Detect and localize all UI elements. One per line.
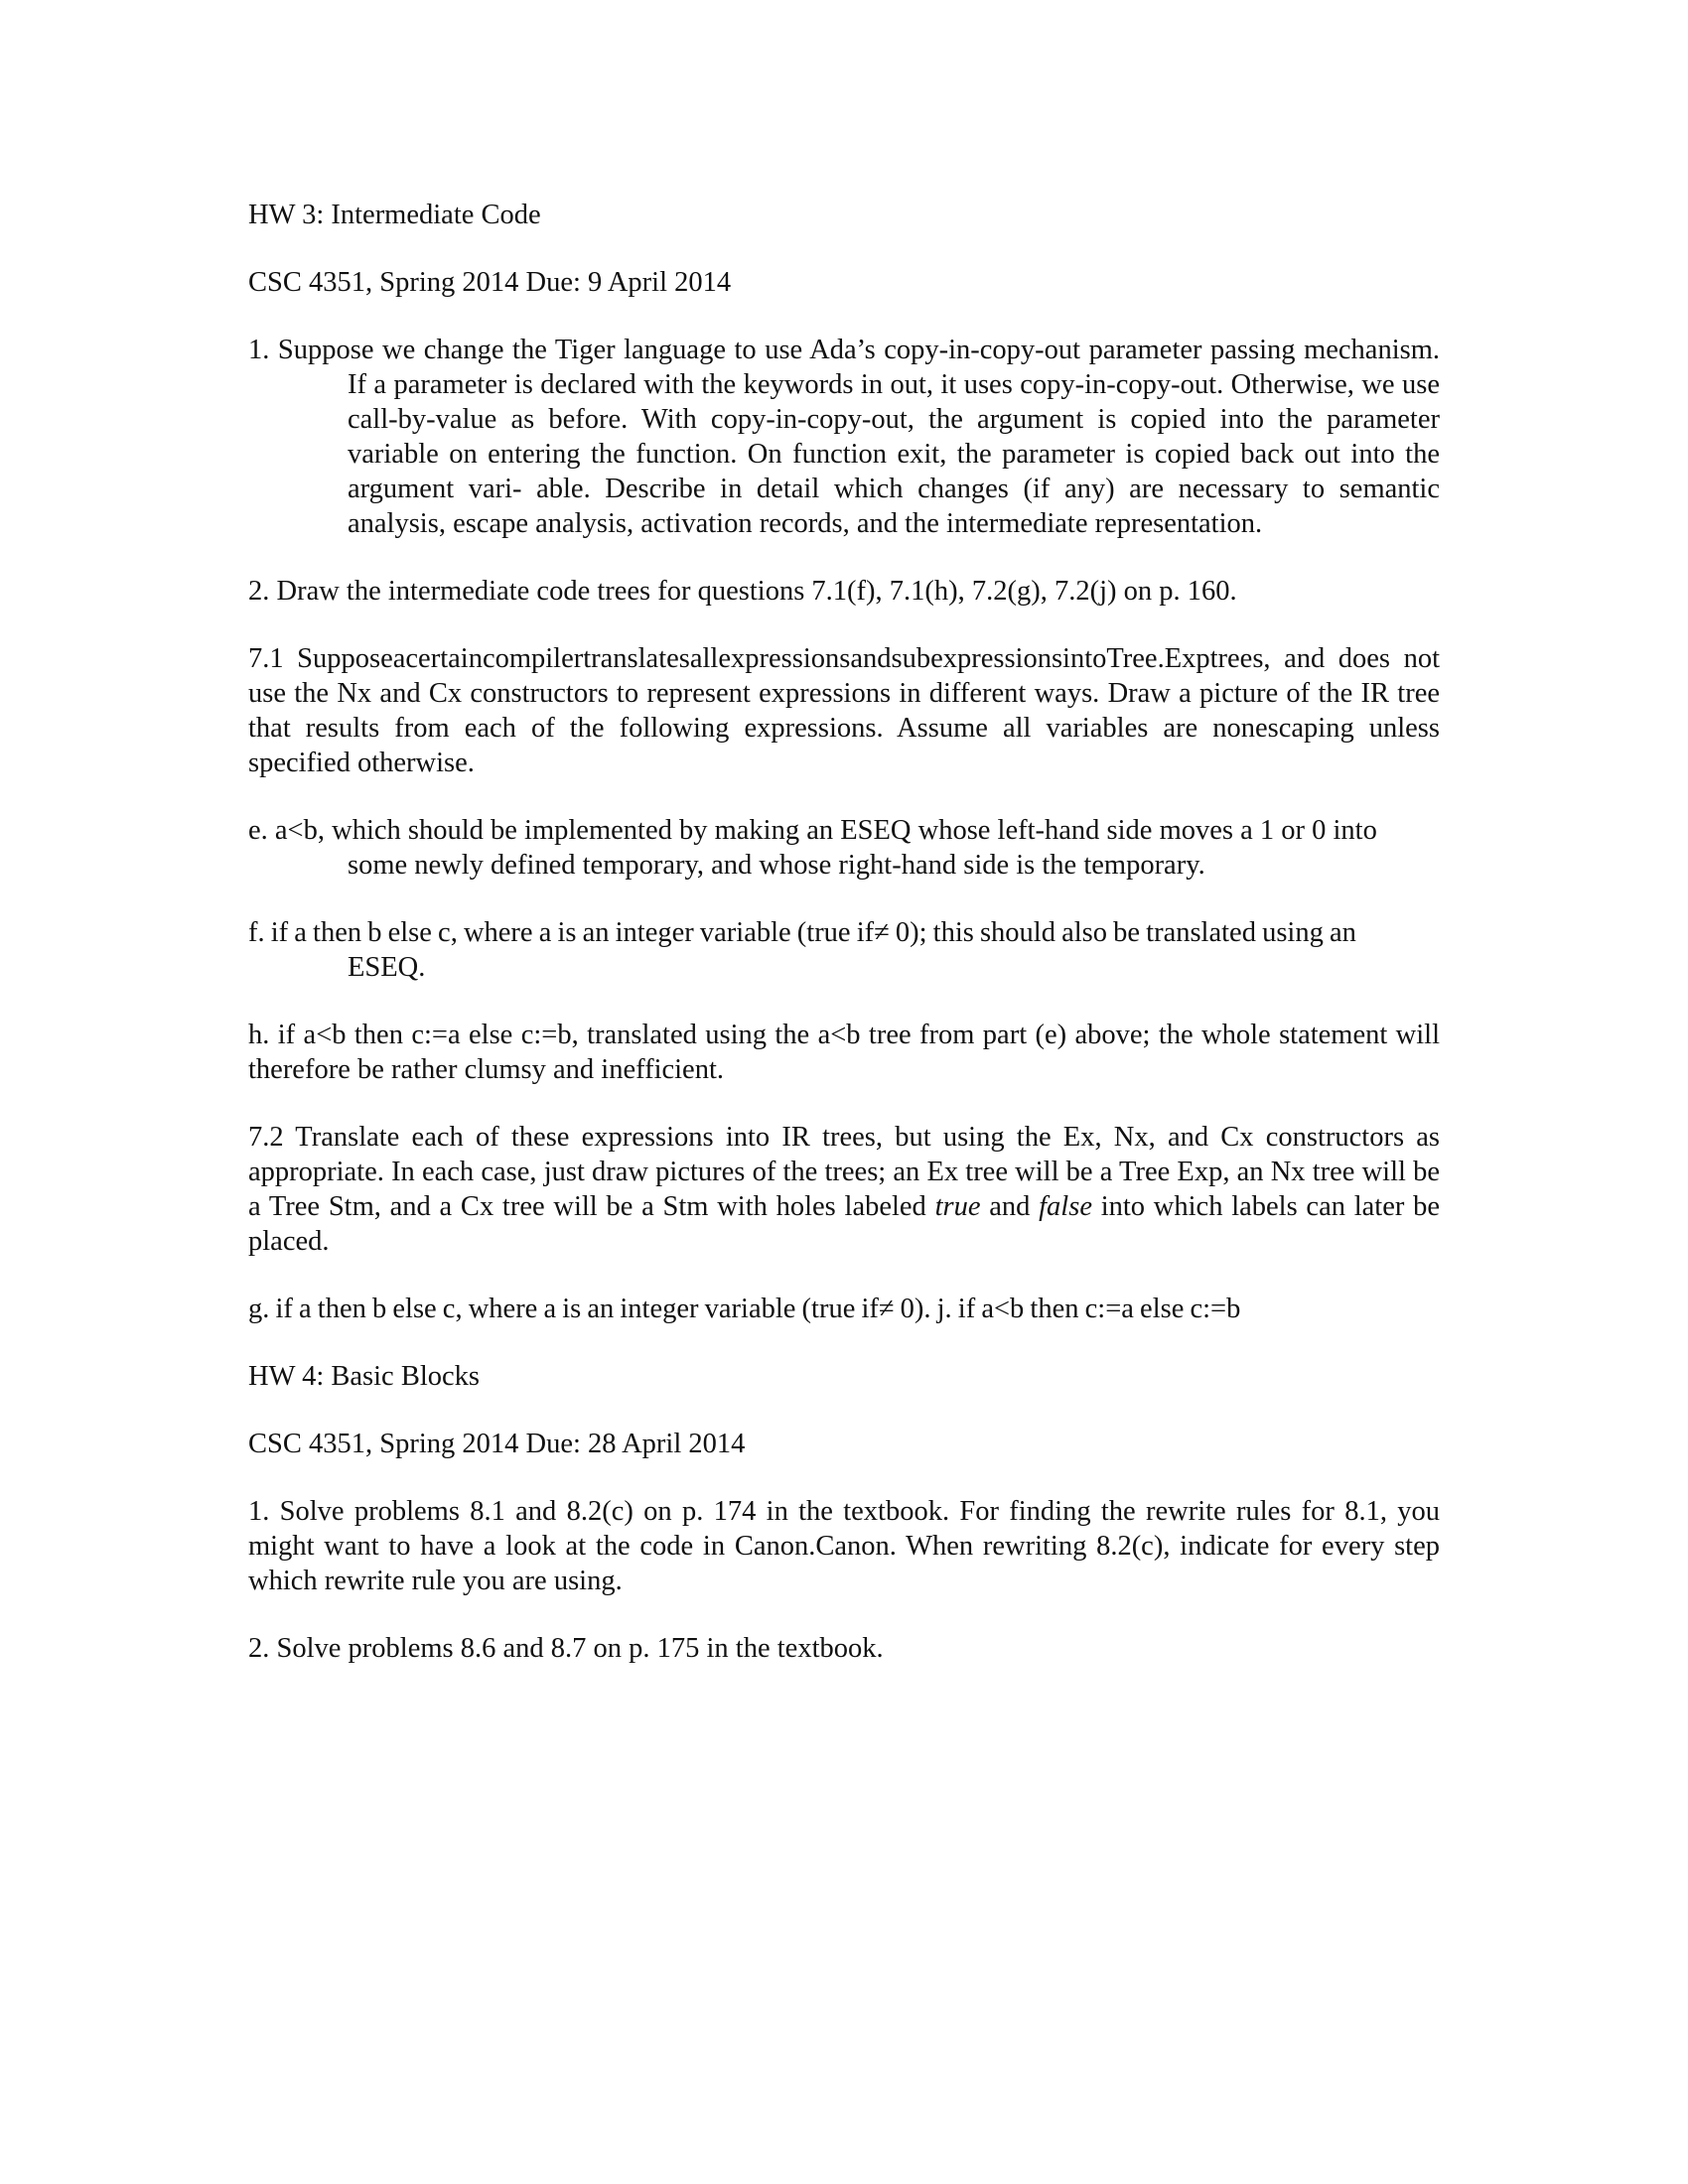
- exercise-7-2-text-after-false: into which labels can later be placed.: [248, 1191, 1440, 1257]
- exercise-7-2-and-word: and: [980, 1191, 1040, 1222]
- exercise-7-2-paragraph: [248, 1120, 1440, 1259]
- exercise-7-1-part-e: e. a<b, which should be implemented by making an ESEQ whose left-hand side moves a 1 or 0 into some newly defined temporary, and whose right-hand side is the temporary.: [248, 815, 1377, 881]
- hw4-title: HW 4: Basic Blocks: [248, 1361, 480, 1392]
- exercise-7-2-false-word: false: [1039, 1191, 1092, 1222]
- exercise-7-1-paragraph: 7.1 SupposeacertaincompilertranslatesallexpressionsandsubexpressionsintoTree.Exptrees, and does not use the Nx and Cx constructors to represent expressions in different ways. Draw a picture of the IR tree that results from each of the following expressions. Assume all variables are nonescaping unless specified otherwise.: [248, 643, 1440, 778]
- exercise-7-2-parts-g-j: g. if a then b else c, where a is an integer variable (true if≠ 0). j. if a<b then c:=a else c:=b: [248, 1294, 1241, 1324]
- hw4-question-1: 1. Solve problems 8.1 and 8.2(c) on p. 174 in the textbook. For finding the rewrite rules for 8.1, you might want to have a look at the code in Canon.Canon. When rewriting 8.2(c), indicate for every step which rewrite rule you are using.: [248, 1496, 1440, 1596]
- hw4-question-2: 2. Solve problems 8.6 and 8.7 on p. 175 in the textbook.: [248, 1633, 884, 1664]
- exercise-7-1-part-h: h. if a<b then c:=a else c:=b, translated using the a<b tree from part (e) above; the whole statement will therefore be rather clumsy and inefficient.: [248, 1020, 1440, 1085]
- hw3-title: HW 3: Intermediate Code: [248, 200, 541, 230]
- exercise-7-1-part-f: f. if a then b else c, where a is an integer variable (true if≠ 0); this should also be translated using an ESEQ.: [248, 917, 1356, 983]
- exercise-7-2-text-before-true: 7.2 Translate each of these expressions into IR trees, but using the Ex, Nx, and Cx constructors as appropriate. In each case, just draw pictures of the trees; an Ex tree will be a Tree Exp, an Nx tree will be a Tree Stm, and a Cx tree will be a Stm with holes labeled: [248, 1122, 1440, 1222]
- hw3-question-1: 1. Suppose we change the Tiger language to use Ada’s copy-in-copy-out parameter passing mechanism. If a parameter is declared with the keywords in out, it uses copy-in-copy-out. Otherwise, we use call-by-value as before. With copy-in-copy-out, the argument is copied into the parameter variable on entering the function. On function exit, the parameter is copied back out into the argument vari- able. Describe in detail which changes (if any) are necessary to semantic analysis, escape analysis, activation records, and the intermediate representation.: [248, 335, 1440, 539]
- hw3-course-due: CSC 4351, Spring 2014 Due: 9 April 2014: [248, 267, 732, 298]
- hw4-course-due: CSC 4351, Spring 2014 Due: 28 April 2014: [248, 1429, 746, 1459]
- page-content: [248, 198, 1440, 1699]
- hw3-question-2: 2. Draw the intermediate code trees for questions 7.1(f), 7.1(h), 7.2(g), 7.2(j) on p. 160.: [248, 576, 1237, 607]
- exercise-7-2-true-word: true: [934, 1191, 981, 1222]
